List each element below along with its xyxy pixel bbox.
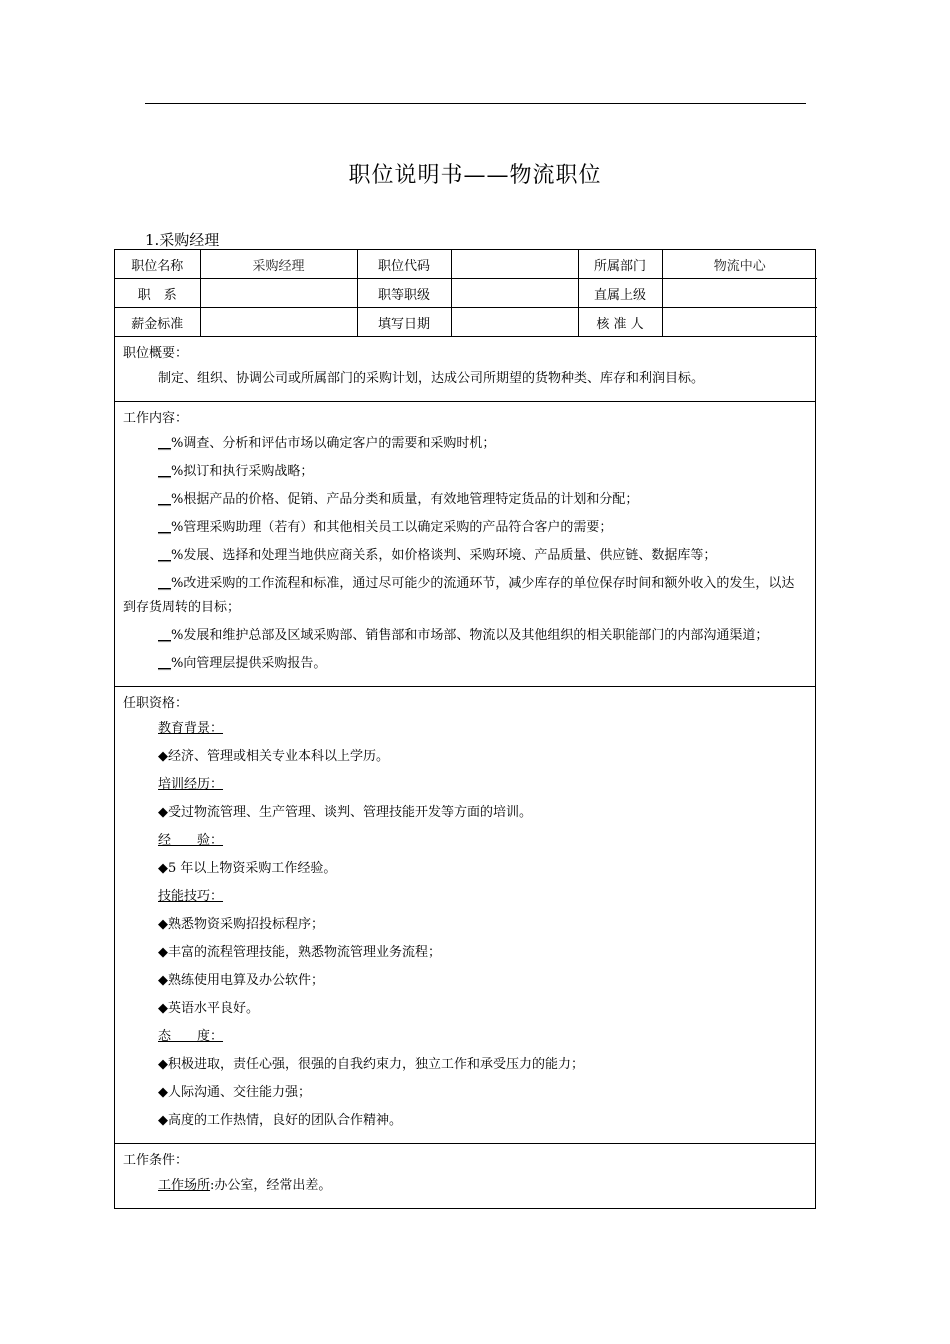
duty-prefix: %	[171, 628, 184, 643]
training-label-row	[123, 771, 807, 799]
duty-marker: __	[158, 520, 171, 535]
cell-value-grade	[451, 279, 578, 308]
cell-label-supervisor: 直属上级	[578, 279, 662, 308]
duty-item	[123, 650, 807, 678]
header-rule	[145, 103, 806, 104]
education-label-row	[123, 715, 807, 743]
cell-value-position-code	[451, 250, 578, 279]
cell-label-salary: 薪金标准	[115, 308, 200, 337]
duty-list	[123, 430, 807, 678]
workplace-value: :办公室，经常出差。	[210, 1178, 332, 1193]
workplace-label: 工作场所	[158, 1178, 211, 1193]
duty-marker: __	[158, 492, 171, 507]
attitude-item: ◆人际沟通、交往能力强；	[158, 1085, 311, 1100]
attitude-item: ◆积极进取，责任心强，很强的自我约束力，独立工作和承受压力的能力；	[158, 1057, 584, 1072]
duty-prefix: %	[171, 576, 184, 591]
cell-label-grade: 职等职级	[357, 279, 451, 308]
duty-text: 调查、分析和评估市场以确定客户的需要和采购时机；	[183, 436, 496, 451]
overview-title: 职位概要：	[123, 346, 189, 361]
duty-marker: __	[158, 548, 171, 563]
cell-label-position-name: 职位名称	[115, 250, 200, 279]
duty-marker: __	[158, 656, 171, 671]
duty-item	[123, 570, 807, 622]
training-item: ◆受过物流管理、生产管理、谈判、管理技能开发等方面的培训。	[158, 805, 532, 820]
cell-label-job-family: 职 系	[115, 279, 200, 308]
job-description-sheet	[114, 249, 816, 1209]
info-row-2	[115, 279, 817, 308]
duty-text: 发展和维护总部及区域采购部、销售部和市场部、物流以及其他组织的相关职能部门的内部沟通渠道；	[183, 628, 769, 643]
duty-text: 管理采购助理（若有）和其他相关员工以确定采购的产品符合客户的需要；	[183, 520, 613, 535]
duty-marker: __	[158, 576, 171, 591]
cell-label-position-code: 职位代码	[357, 250, 451, 279]
cell-value-approver	[662, 308, 817, 337]
attitude-label: 态 度：	[158, 1029, 224, 1044]
cell-value-fill-date	[451, 308, 578, 337]
duty-text: 向管理层提供采购报告。	[183, 656, 327, 671]
section-heading: 1.采购经理	[145, 231, 220, 249]
duty-item	[123, 430, 807, 458]
skills-item: ◆丰富的流程管理技能，熟悉物流管理业务流程；	[158, 945, 441, 960]
duty-prefix: %	[171, 492, 184, 507]
education-item: ◆经济、管理或相关专业本科以上学历。	[158, 749, 389, 764]
conditions-title: 工作条件：	[123, 1153, 189, 1168]
duty-item	[123, 458, 807, 486]
cell-value-supervisor	[662, 279, 817, 308]
skills-item: ◆熟悉物资采购招投标程序；	[158, 917, 324, 932]
cell-label-department: 所属部门	[578, 250, 662, 279]
qualifications-title: 任职资格：	[123, 696, 189, 711]
workplace-row	[123, 1172, 807, 1200]
cell-label-fill-date: 填写日期	[357, 308, 451, 337]
duty-item	[123, 486, 807, 514]
duty-prefix: %	[171, 436, 184, 451]
duty-text: 改进采购的工作流程和标准，通过尽可能少的流通环节，减少库存的单位保存时间和额外收入的发生，以达到存货周转的目标；	[123, 576, 795, 615]
duties-block	[115, 401, 815, 686]
document-title: 职位说明书——物流职位	[348, 163, 602, 188]
info-row-3	[115, 308, 817, 337]
cell-value-position-name: 采购经理	[200, 250, 357, 279]
experience-item: ◆5 年以上物资采购工作经验。	[158, 861, 337, 876]
skills-label: 技能技巧：	[158, 889, 224, 904]
cell-label-approver: 核 准 人	[578, 308, 662, 337]
skills-item: ◆英语水平良好。	[158, 1001, 259, 1016]
overview-block	[115, 337, 815, 401]
info-row-1	[115, 250, 817, 279]
duties-title: 工作内容：	[123, 411, 189, 426]
skills-item: ◆熟练使用电算及办公软件；	[158, 973, 324, 988]
duty-item	[123, 542, 807, 570]
duty-prefix: %	[171, 656, 184, 671]
duty-text: 发展、选择和处理当地供应商关系，如价格谈判、采购环境、产品质量、供应链、数据库等；	[183, 548, 717, 563]
duty-text: 拟订和执行采购战略；	[183, 464, 314, 479]
attitude-item: ◆高度的工作热情，良好的团队合作精神。	[158, 1113, 402, 1128]
duty-marker: __	[158, 464, 171, 479]
skills-label-row	[123, 883, 807, 911]
cell-value-salary	[200, 308, 357, 337]
experience-label-row	[123, 827, 807, 855]
duty-prefix: %	[171, 548, 184, 563]
attitude-label-row	[123, 1023, 807, 1051]
duty-prefix: %	[171, 520, 184, 535]
info-table	[115, 250, 817, 337]
conditions-block	[115, 1143, 815, 1208]
duty-marker: __	[158, 628, 171, 643]
duty-marker: __	[158, 436, 171, 451]
education-label: 教育背景：	[158, 721, 224, 736]
cell-value-department: 物流中心	[662, 250, 817, 279]
qualifications-block	[115, 686, 815, 1143]
duty-item	[123, 622, 807, 650]
experience-label: 经 验：	[158, 833, 224, 848]
duty-text: 根据产品的价格、促销、产品分类和质量，有效地管理特定货品的计划和分配；	[183, 492, 639, 507]
cell-value-job-family	[200, 279, 357, 308]
training-label: 培训经历：	[158, 777, 224, 792]
duty-item	[123, 514, 807, 542]
duty-prefix: %	[171, 464, 184, 479]
overview-text: 制定、组织、协调公司或所属部门的采购计划，达成公司所期望的货物种类、库存和利润目标。	[158, 371, 705, 386]
